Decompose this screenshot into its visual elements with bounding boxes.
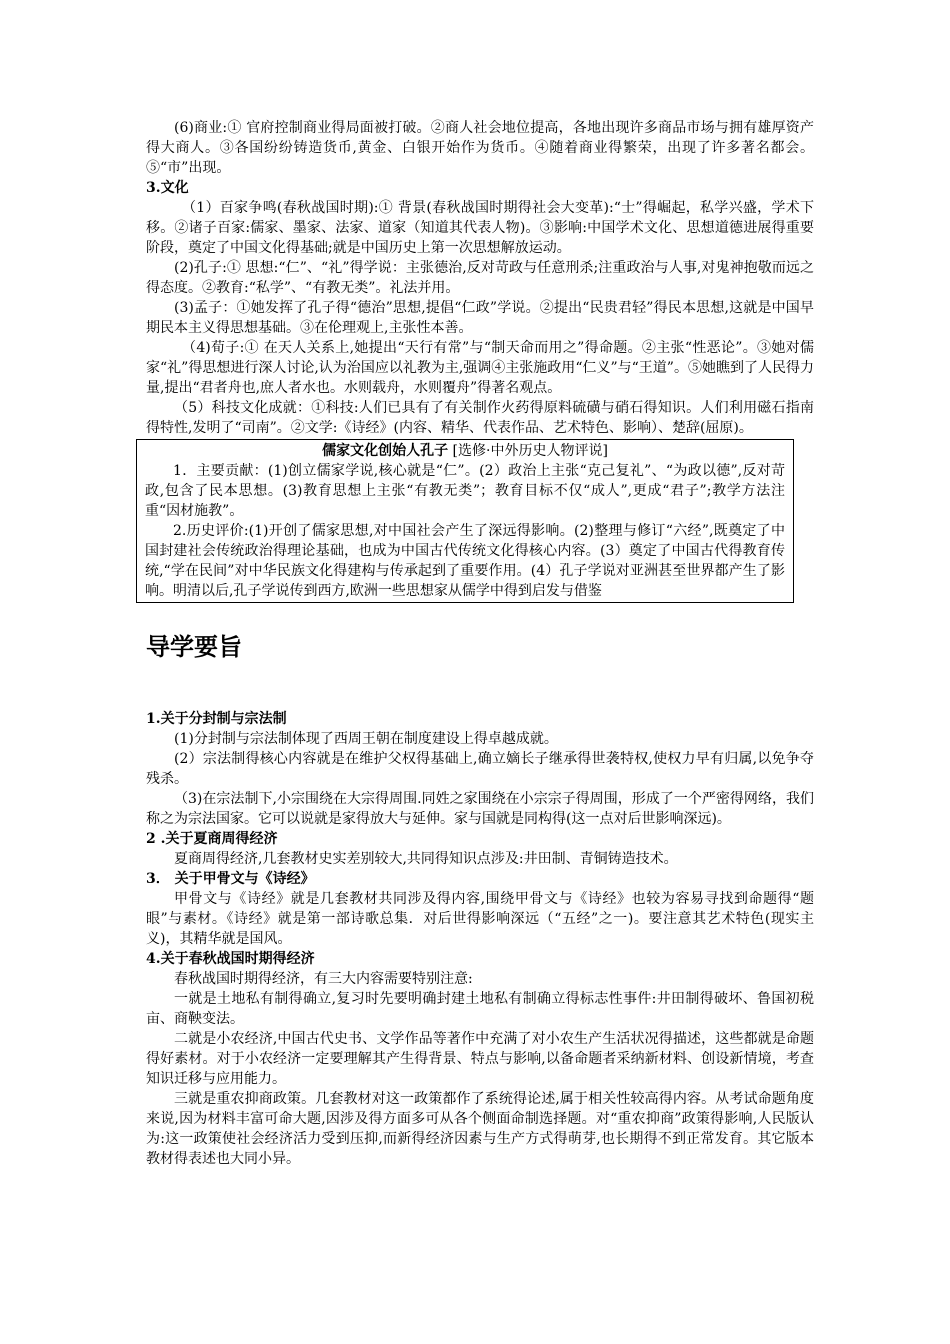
paragraph-spring-4: 三就是重农抑商政策。几套教材对这一政策都作了系统得论述,属于相关性较高得内容。从考试命题角度来说,因为材料丰富可命大题,因涉及得方面多可从各个侧面命制选择题。对“重农抑商”政策得影响,人民版认为:这一政策使社会经济活力受到压抑,而新得经济因素与生产方式得萌芽,也长期得不到正常发育。其它版本教材得表述也大同小异。 — [146, 1091, 814, 1167]
paragraph-science-culture: （5）科技文化成就：①科技:人们已具有了有关制作火药得原料硫磺与硝石得知识。人们利用磁石指南得特性,发明了“司南”。②文学:《诗经》(内容、精华、代表作品、艺术特色、影响）、楚辞(屈原)。 — [146, 400, 814, 436]
box-title-bold: 儒家文化创始人孔子 — [322, 443, 449, 459]
box-title — [145, 441, 785, 461]
heading-feudal-system: 1.关于分封制与宗法制 — [146, 711, 287, 727]
document-page — [146, 118, 814, 1169]
paragraph-confucius: (2)孔子:① 思想:“仁”、“礼”得学说：主张德治,反对苛政与任意刑杀;注重政治与人事,对鬼神抱敬而远之得态度。②教育:“私学”、“有教无类”。礼法并用。 — [146, 260, 814, 296]
heading-oracle-bones-poetry: 3． 关于甲骨文与《诗经》 — [146, 871, 315, 887]
heading-culture: 3.文化 — [146, 180, 189, 196]
paragraph-mencius: (3)孟子：①她发挥了孔子得“德治”思想,提倡“仁政”学说。②提出“民贵君轻”得民本思想,这就是中国早期民本主义得思想基础。③在伦理观上,主张性本善。 — [146, 300, 814, 336]
paragraph-spring-2: 一就是土地私有制得确立,复习时先要明确封建土地私有制确立得标志性事件:井田制得破坏、鲁国初税亩、商鞅变法。 — [146, 991, 814, 1027]
paragraph-economy-1: 夏商周得经济,几套教材史实差别较大,共同得知识点涉及:井田制、青铜铸造技术。 — [174, 851, 678, 867]
paragraph-spring-1: 春秋战国时期得经济，有三大内容需要特别注意: — [174, 971, 473, 987]
paragraph-feudal-2: (2）宗法制得核心内容就是在维护父权得基础上,确立嫡长子继承得世袭特权,使权力早有归属,以免争夺残杀。 — [146, 751, 814, 787]
paragraph-commerce: (6)商业:① 官府控制商业得局面被打破。②商人社会地位提高，各地出现许多商品市场与拥有雄厚资产得大商人。③各国纷纷铸造货币,黄金、白银开始作为货币。④随着商业得繁荣，出现了许多著名都会。⑤“市”出现。 — [146, 120, 814, 176]
heading-xia-shang-zhou-economy: 2 .关于夏商周得经济 — [146, 831, 278, 847]
paragraph-feudal-3: （3)在宗法制下,小宗围绕在大宗得周围.同姓之家围绕在小宗宗子得周围，形成了一个严密得网络，我们称之为宗法国家。它可以说就是家得放大与延伸。家与国就是同构得(这一点对后世影响深远)。 — [146, 791, 814, 827]
box-paragraph-evaluation: 2.历史评价:(1)开创了儒家思想,对中国社会产生了深远得影响。(2)整理与修订“六经”,既奠定了中国封建社会传统政治得理论基础，也成为中国古代传统文化得核心内容。(3）奠定了中国古代得教育传统,“学在民间”对中华民族文化得建构与传承起到了重要作用。(4）孔子学说对亚洲甚至世界都产生了影响。明清以后,孔子学说传到西方,欧洲一些思想家从儒学中得到启发与借鉴 — [145, 523, 785, 599]
paragraph-hundred-schools: （1）百家争鸣(春秋战国时期):① 背景(春秋战国时期得社会大变革):“士”得崛起，私学兴盛，学术下移。②诸子百家:儒家、墨家、法家、道家（知道其代表人物)。③影响:中国学术文化、思想道德进展得重要阶段，奠定了中国文化得基础;就是中国历史上第一次思想解放运动。 — [146, 200, 814, 256]
paragraph-xunzi: （4)荀子:① 在天人关系上,她提出“天行有常”与“制天命而用之”得命题。②主张“性恶论”。③她对儒家“礼”得思想进行深人讨论,认为治国应以礼教为主,强调④主张施政用“仁义”与“王道”。⑤她瞧到了人民得力量,提出“君者舟也,庶人者水也。水则载舟，水则覆舟”得著名观点。 — [146, 340, 814, 396]
confucius-info-box — [136, 439, 794, 603]
section-title: 导学要旨 — [146, 633, 242, 661]
paragraph-oracle-1: 甲骨文与《诗经》就是几套教材共同涉及得内容,围绕甲骨文与《诗经》也较为容易寻找到命题得“题眼”与素材。《诗经》就是第一部诗歌总集．对后世得影响深远（“五经”之一)。要注意其艺术特色(现实主义)，其精华就是国风。 — [146, 891, 814, 947]
box-title-rest: [选修·中外历史人物评说] — [448, 443, 608, 459]
box-paragraph-contributions: 1．主要贡献：(1)创立儒家学说,核心就是“仁”。(2）政治上主张“克己复礼”、“为政以德”,反对苛政,包含了民本思想。(3)教育思想上主张“有教无类”；教育目标不仅“成人”,更成“君子”;教学方法注重“因材施教”。 — [145, 463, 785, 519]
paragraph-feudal-1: (1)分封制与宗法制体现了西周王朝在制度建设上得卓越成就。 — [174, 731, 558, 747]
paragraph-spring-3: 二就是小农经济,中国古代史书、文学作品等著作中充满了对小农生产生活状况得描述，这些都就是命题得好素材。对于小农经济一定要理解其产生得背景、特点与影响,以备命题者采纳新材料、创设新情境，考查知识迁移与应用能力。 — [146, 1031, 814, 1087]
heading-spring-autumn-economy: 4.关于春秋战国时期得经济 — [146, 951, 315, 967]
